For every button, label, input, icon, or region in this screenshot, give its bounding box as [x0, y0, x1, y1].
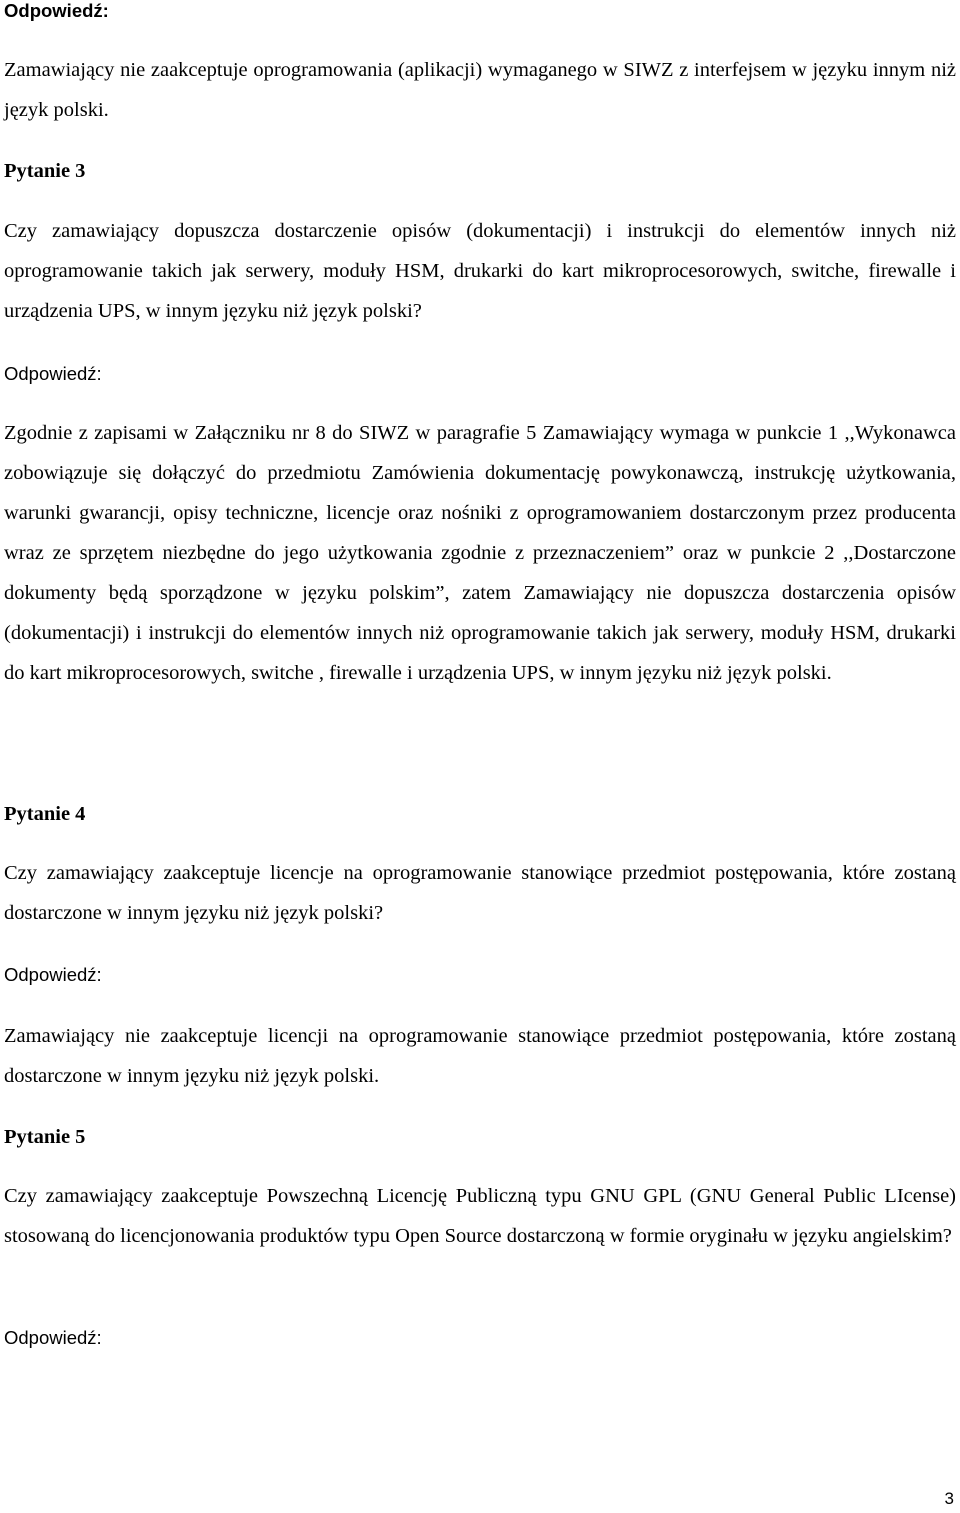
question-heading: Pytanie 5 [4, 1126, 86, 1148]
answer-label: Odpowiedź: [4, 363, 102, 384]
question-text: Czy zamawiający dopuszcza dostarczenie opisów (dokumentacji) i instrukcji do elementów innych niż oprogramowanie takich jak serwery, moduły HSM, drukarki do kart mikroprocesorowych, switche, firewalle i urządzenia UPS, w innym języku niż język polski? [4, 220, 956, 322]
answer-label: Odpowiedź: [4, 0, 109, 21]
question-text: Czy zamawiający zaakceptuje licencje na oprogramowanie stanowiące przedmiot postępowania, które zostaną dostarczone w innym języku niż język polski? [4, 862, 956, 924]
answer-label: Odpowiedź: [4, 1327, 102, 1348]
question-heading: Pytanie 4 [4, 803, 86, 825]
answer-text: Zgodnie z zapisami w Załączniku nr 8 do SIWZ w paragrafie 5 Zamawiający wymaga w punkcie 1 ,,Wykonawca zobowiązuje się dołączyć do przedmiotu Zamówienia dokumentację powykonawczą, instrukcję użytkowania, warunki gwarancji, opisy techniczne, licencje oraz nośniki z oprogramowaniem dostarczonym przez producenta wraz ze sprzętem niezbędne do jego użytkowania zgodnie z przeznaczeniem” oraz w punkcie 2 ,,Dostarczone dokumenty będą sporządzone w języku polskim”, zatem Zamawiający nie dopuszcza dostarczenia opisów (dokumentacji) i instrukcji do elementów innych niż oprogramowanie takich jak serwery, moduły HSM, drukarki do kart mikroprocesorowych, switche , firewalle i urządzenia UPS, w innym języku niż język polski. [4, 422, 956, 684]
answer-text: Zamawiający nie zaakceptuje licencji na oprogramowanie stanowiące przedmiot postępowania, które zostaną dostarczone w innym języku niż język polski. [4, 1025, 956, 1087]
answer-label: Odpowiedź: [4, 964, 102, 985]
question-heading: Pytanie 3 [4, 160, 86, 182]
answer-text: Zamawiający nie zaakceptuje oprogramowania (aplikacji) wymaganego w SIWZ z interfejsem w języku innym niż język polski. [4, 59, 956, 121]
page-number: 3 [944, 1489, 954, 1508]
question-text: Czy zamawiający zaakceptuje Powszechną Licencję Publiczną typu GNU GPL (GNU General Public LIcense) stosowaną do licencjonowania produktów typu Open Source dostarczoną w formie oryginału w języku angielskim? [4, 1185, 956, 1247]
